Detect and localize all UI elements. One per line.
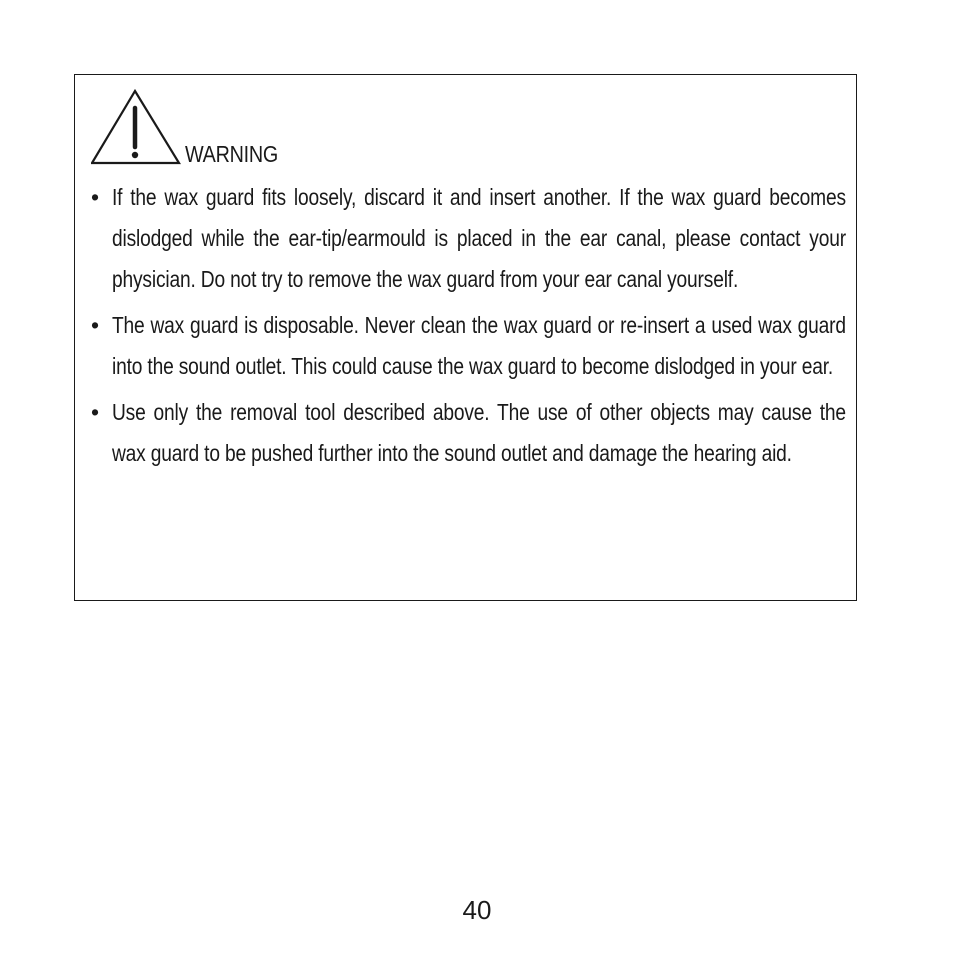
bullet-icon: • [91, 312, 100, 338]
list-item [91, 392, 846, 474]
list-item [91, 305, 846, 387]
list-item [91, 177, 846, 300]
warning-list [91, 177, 846, 479]
page-number: 40 [462, 895, 492, 925]
warning-header [91, 89, 491, 169]
warning-title: WARNING [185, 141, 279, 167]
warning-triangle-icon [91, 89, 181, 167]
list-item-text: If the wax guard fits loosely, discard it and insert another. If the wax guard becomes dislodged while the ear-tip/earmould is placed in the ear canal, please contact your physician. Do not try to remove the wax guard from your ear canal yourself. [112, 184, 846, 292]
warning-box [74, 74, 857, 601]
bullet-icon: • [91, 184, 100, 210]
list-item-text: The wax guard is disposable. Never clean the wax guard or re-insert a used wax guard into the sound outlet. This could cause the wax guard to become dislodged in your ear. [112, 312, 846, 379]
list-item-text: Use only the removal tool described above. The use of other objects may cause the wax guard to be pushed further into the sound outlet and damage the hearing aid. [112, 399, 846, 466]
bullet-icon: • [91, 399, 100, 425]
